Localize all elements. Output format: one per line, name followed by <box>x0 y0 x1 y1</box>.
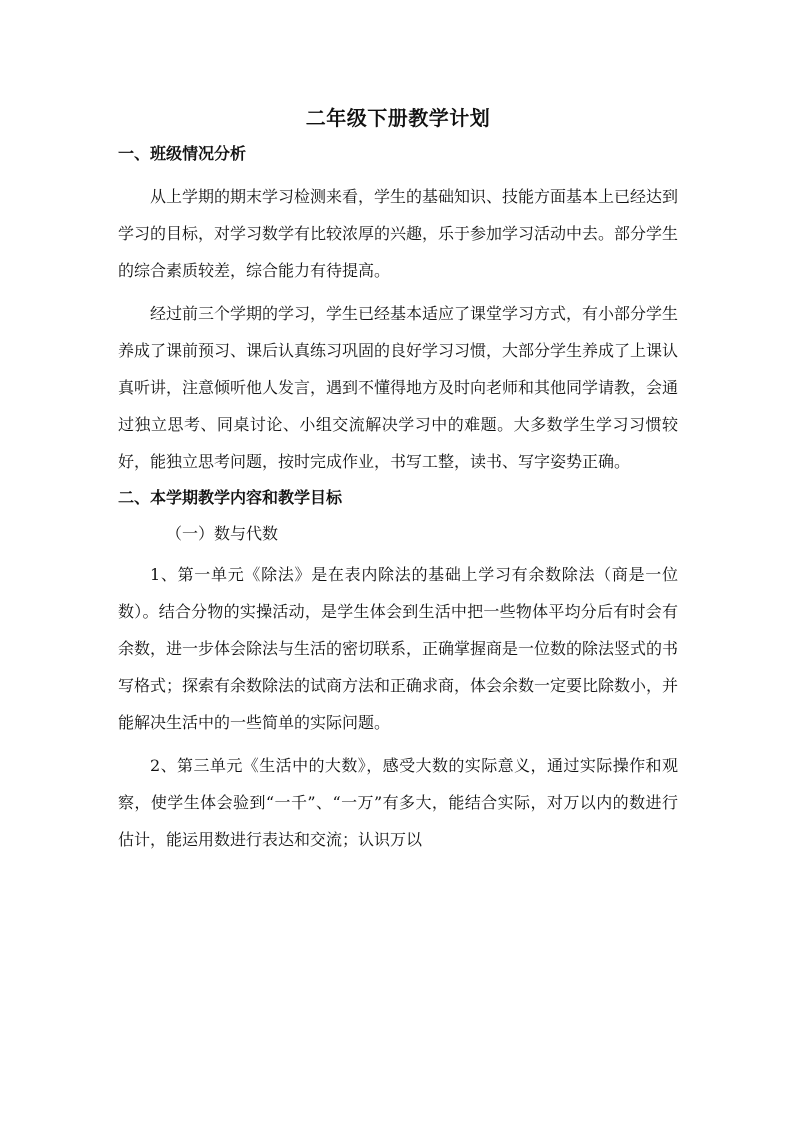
paragraph: 2、第三单元《生活中的大数》，感受大数的实际意义，通过实际操作和观察，使学生体会验到“一千”、“一万”有多大，能结合实际，对万以内的数进行估计，能运用数进行表达和交流；认识万以 <box>118 756 678 849</box>
section-heading-class-analysis: 一、班级情况分析 <box>118 144 247 163</box>
paragraph: 1、第一单元《除法》是在表内除法的基础上学习有余数除法（商是一位数）。结合分物的实操活动，是学生体会到生活中把一些物体平均分后有时会有余数，进一步体会除法与生活的密切联系，正确掌握商是一位数的除法竖式的书写格式；探索有余数除法的试商方法和正确求商，体会余数一定要比除数小，并能解决生活中的一些简单的实际问题。 <box>118 565 679 732</box>
document-body <box>118 104 678 858</box>
document-title: 二年级下册教学计划 <box>305 106 491 130</box>
subheading-numbers-algebra: （一）数与代数 <box>166 524 279 543</box>
paragraph: 经过前三个学期的学习，学生已经基本适应了课堂学习方式，有小部分学生养成了课前预习、课后认真练习巩固的良好学习习惯，大部分学生养成了上课认真听讲，注意倾听他人发言，遇到不懂得地方及时向老师和其他同学请教，会通过独立思考、同桌讨论、小组交流解决学习中的难题。大多数学生学习习惯较好，能独立思考问题，按时完成作业，书写工整，读书、写字姿势正确。 <box>118 304 679 471</box>
section-heading-teaching-content: 二、本学期教学内容和教学目标 <box>118 488 343 507</box>
paragraph: 从上学期的期末学习检测来看，学生的基础知识、技能方面基本上已经达到学习的目标，对学习数学有比较浓厚的兴趣，乐于参加学习活动中去。部分学生的综合素质较差，综合能力有待提高。 <box>118 187 679 280</box>
